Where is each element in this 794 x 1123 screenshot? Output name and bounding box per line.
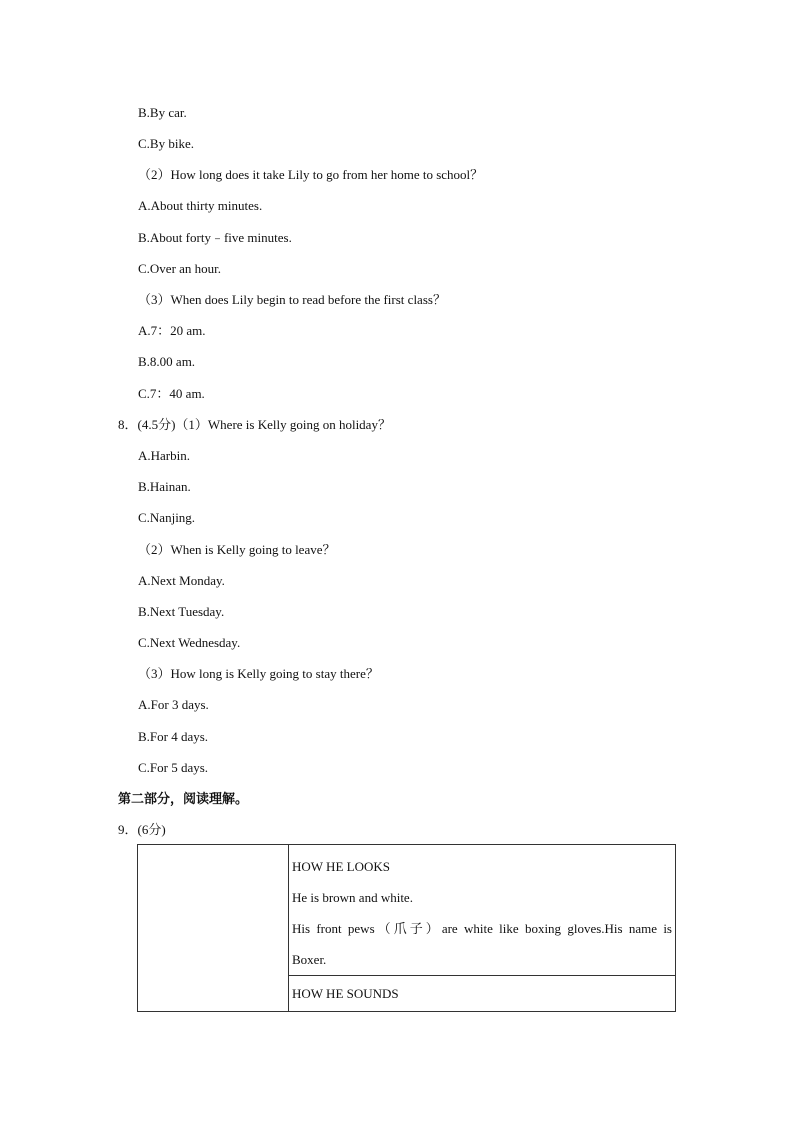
q9-image-cell bbox=[138, 845, 289, 1012]
q8-part1-option-b: B.Hainan. bbox=[138, 479, 191, 494]
q7-part2-option-a: A.About thirty minutes. bbox=[138, 198, 263, 213]
q8-header: 8．(4.5分)（1）Where is Kelly going on holiday？ bbox=[118, 417, 391, 432]
looks-line-1: He is brown and white. bbox=[292, 890, 413, 905]
q8-part2-question: （2）When is Kelly going to leave？ bbox=[138, 542, 336, 557]
q7-part2-option-b: B.About forty﹣five minutes. bbox=[138, 230, 292, 245]
looks-line-2: His front pews（爪子）are white like boxing gloves.His name is bbox=[292, 921, 672, 936]
q8-part2-option-a: A.Next Monday. bbox=[138, 573, 225, 588]
q9-header: 9．(6分) bbox=[118, 822, 166, 837]
q8-part1-option-a: A.Harbin. bbox=[138, 448, 190, 463]
sounds-title: HOW HE SOUNDS bbox=[292, 986, 399, 1001]
q7-part2-option-c: C.Over an hour. bbox=[138, 261, 222, 276]
q8-part3-option-c: C.For 5 days. bbox=[138, 760, 209, 775]
looks-title: HOW HE LOOKS bbox=[292, 859, 390, 874]
looks-line-3: Boxer. bbox=[292, 952, 327, 967]
q8-part1-option-c: C.Nanjing. bbox=[138, 510, 196, 525]
q7-part1-option-b: B.By car. bbox=[138, 105, 187, 120]
q8-part3-option-b: B.For 4 days. bbox=[138, 729, 209, 744]
section2-heading: 第二部分，阅读理解。 bbox=[118, 791, 249, 806]
q8-part3-question: （3）How long is Kelly going to stay there？ bbox=[138, 666, 379, 681]
q9-sounds-cell bbox=[289, 976, 676, 1012]
q7-part2-question: （2）How long does it take Lily to go from her home to school？ bbox=[138, 167, 484, 182]
q7-part1-option-c: C.By bike. bbox=[138, 136, 194, 151]
q7-part3-option-c: C.7：40 am. bbox=[138, 386, 205, 401]
q7-part3-question: （3）When does Lily begin to read before the first class？ bbox=[138, 292, 446, 307]
q9-looks-cell bbox=[289, 845, 676, 976]
q8-part2-option-b: B.Next Tuesday. bbox=[138, 604, 225, 619]
q7-part3-option-b: B.8.00 am. bbox=[138, 354, 196, 369]
q7-part3-option-a: A.7：20 am. bbox=[138, 323, 206, 338]
q8-part3-option-a: A.For 3 days. bbox=[138, 697, 209, 712]
q9-info-table bbox=[137, 844, 676, 1012]
q8-part2-option-c: C.Next Wednesday. bbox=[138, 635, 241, 650]
